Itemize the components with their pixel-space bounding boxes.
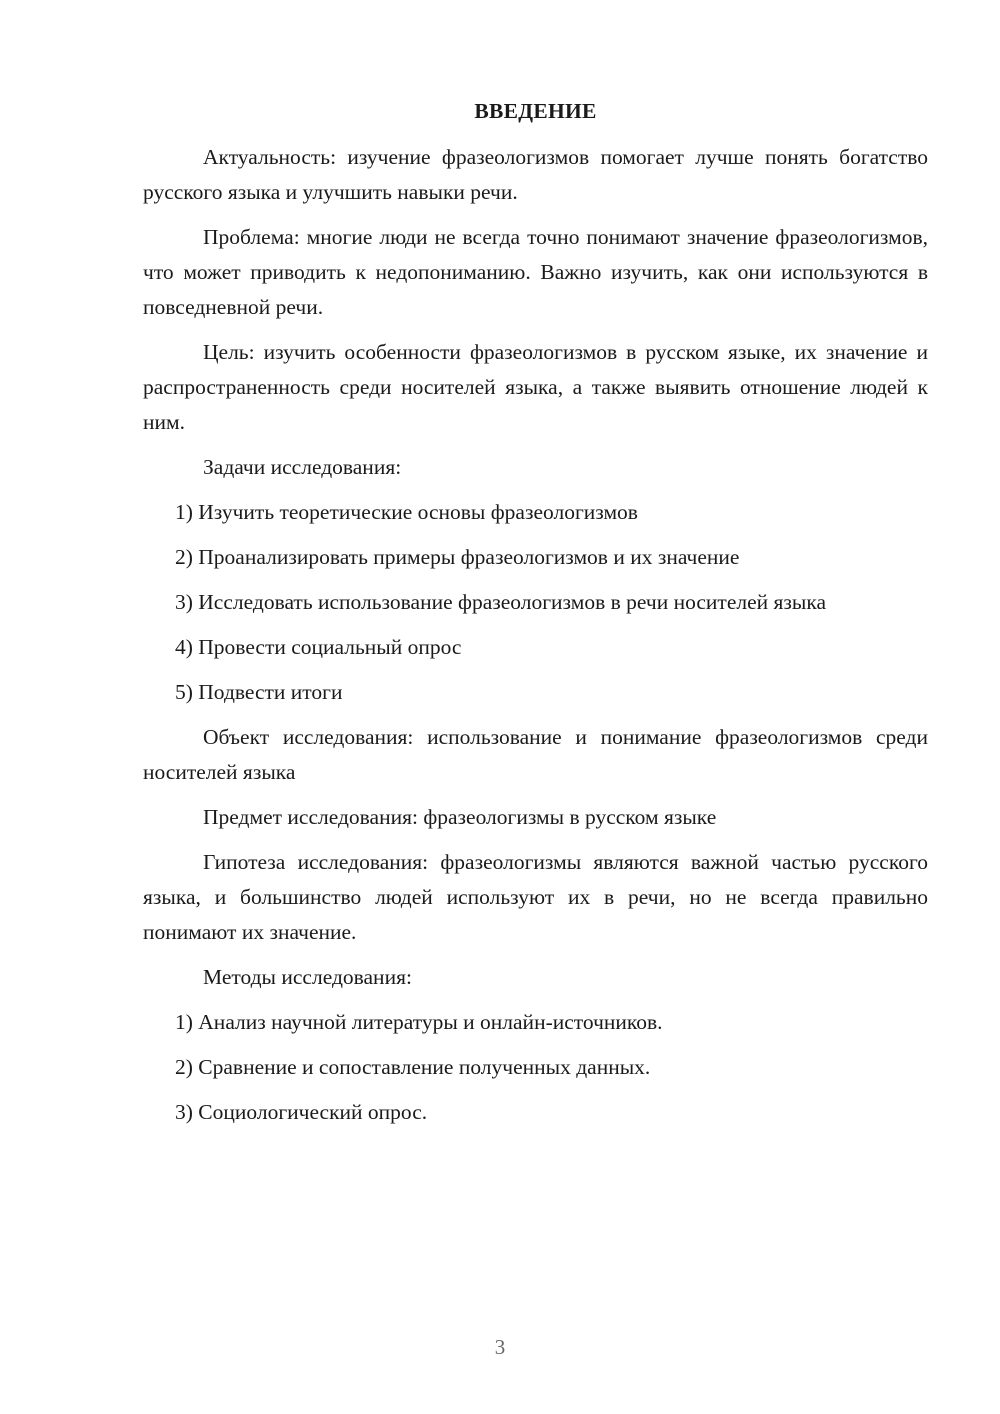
task-item: 4) Провести социальный опрос <box>175 635 462 659</box>
goal-paragraph: Цель: изучить особенности фразеологизмов в русском языке, их значение и распространенность среди носителей языка, а также выявить отношение людей к ним. <box>143 340 928 434</box>
tasks-list <box>143 495 928 710</box>
task-item: 1) Изучить теоретические основы фразеологизмов <box>175 500 638 524</box>
task-item: 3) Исследовать использование фразеологизмов в речи носителей языка <box>175 590 827 614</box>
task-item: 5) Подвести итоги <box>175 680 343 704</box>
method-item: 1) Анализ научной литературы и онлайн-источников. <box>175 1010 663 1034</box>
problem-paragraph: Проблема: многие люди не всегда точно понимают значение фразеологизмов, что может приводить к недопониманию. Важно изучить, как они используются в повседневной речи. <box>143 225 928 319</box>
object-paragraph: Объект исследования: использование и понимание фразеологизмов среди носителей языка <box>143 725 928 784</box>
task-item: 2) Проанализировать примеры фразеологизмов и их значение <box>175 545 740 569</box>
subject-paragraph: Предмет исследования: фразеологизмы в русском языке <box>203 805 717 829</box>
relevance-paragraph: Актуальность: изучение фразеологизмов помогает лучше понять богатство русского языка и улучшить навыки речи. <box>143 145 928 204</box>
hypothesis-paragraph: Гипотеза исследования: фразеологизмы являются важной частью русского языка, и большинство людей используют их в речи, но не всегда правильно понимают их значение. <box>143 850 928 944</box>
tasks-heading: Задачи исследования: <box>203 455 402 479</box>
method-item: 2) Сравнение и сопоставление полученных данных. <box>175 1055 651 1079</box>
methods-list <box>143 1005 928 1130</box>
methods-heading: Методы исследования: <box>203 965 412 989</box>
page-number: 3 <box>494 1335 506 1359</box>
page-content <box>143 96 928 1140</box>
method-item: 3) Социологический опрос. <box>175 1100 428 1124</box>
section-title: ВВЕДЕНИЕ <box>474 99 597 123</box>
